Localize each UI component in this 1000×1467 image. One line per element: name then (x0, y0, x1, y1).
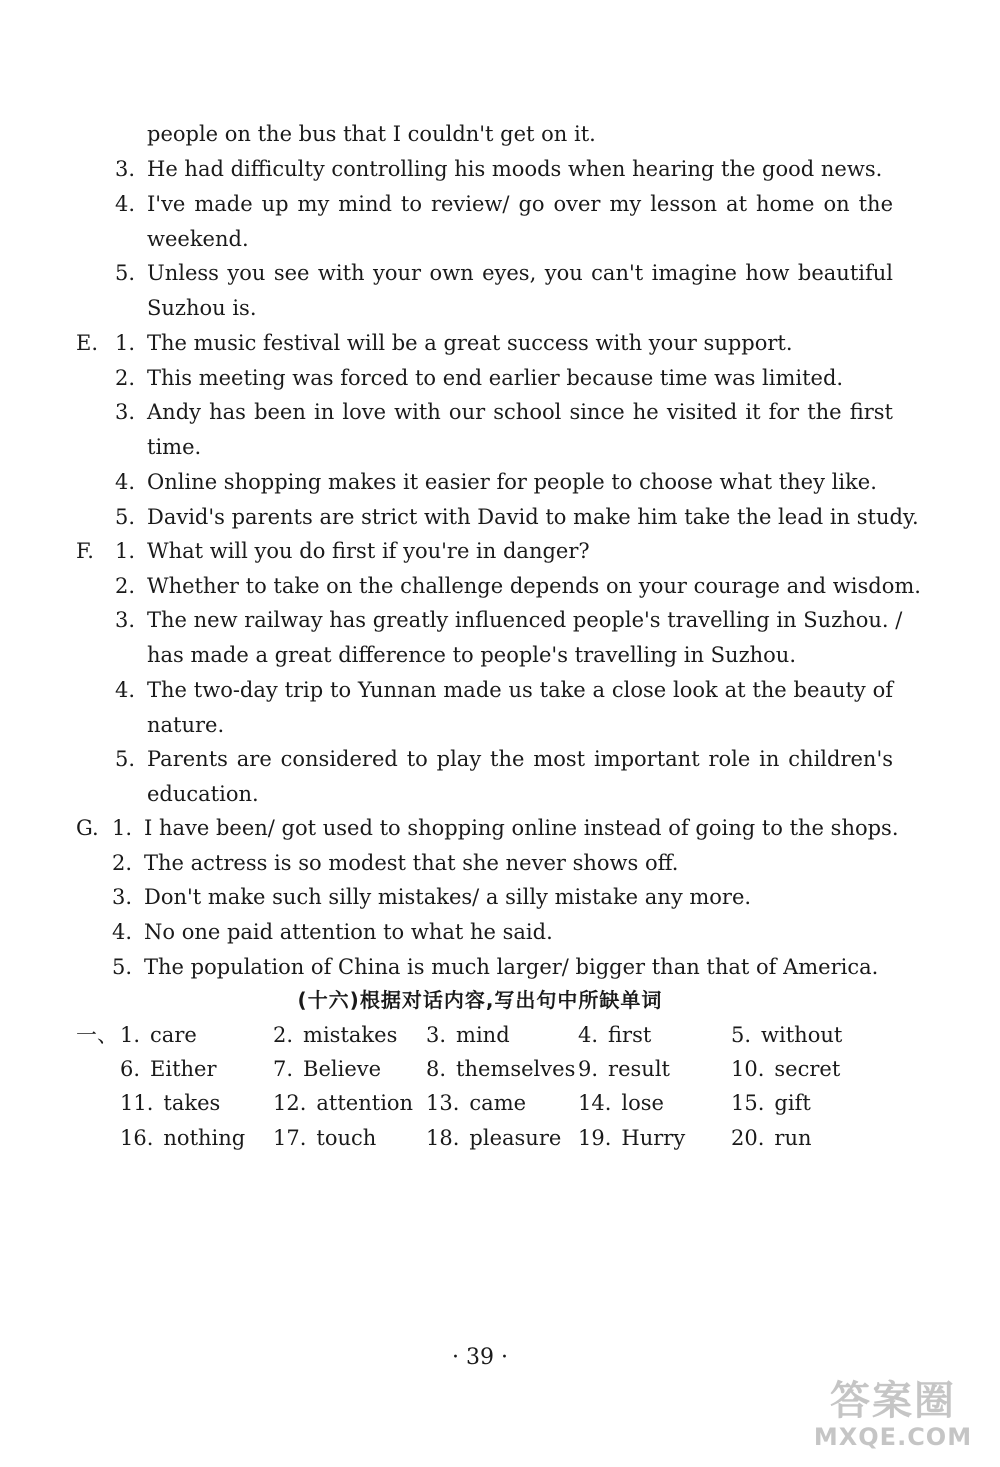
answer-word: Either (150, 1057, 217, 1081)
answer-cell (578, 1021, 651, 1049)
answer-number: 2. (273, 1023, 294, 1047)
answer-cell (120, 1124, 245, 1152)
answer-cell (426, 1089, 526, 1117)
answer-word: secret (774, 1057, 841, 1081)
answer-word: nothing (163, 1126, 246, 1150)
answer-number: 11. (120, 1091, 154, 1115)
answer-cell (731, 1089, 811, 1117)
answer-cell (426, 1055, 575, 1083)
item-number: 4. (115, 192, 136, 216)
answer-cell (273, 1089, 413, 1117)
item-number: 4. (112, 920, 133, 944)
continuation-line: people on the bus that I couldn't get on it. (147, 122, 596, 146)
answer-line: The two-day trip to Yunnan made us take a close look at the beauty of (147, 678, 893, 702)
item-number: 4. (115, 678, 136, 702)
answer-line: The music festival will be a great success with your support. (147, 331, 793, 355)
answer-line: Unless you see with your own eyes, you can't imagine how beautiful (147, 261, 893, 285)
answer-number: 7. (273, 1057, 294, 1081)
answer-word: came (469, 1091, 527, 1115)
watermark-logo (798, 1379, 988, 1459)
answer-line: Andy has been in love with our school since he visited it for the first (147, 400, 893, 424)
answer-cell (731, 1021, 842, 1049)
answer-cell (273, 1021, 397, 1049)
answer-line: Online shopping makes it easier for people to choose what they like. (147, 470, 877, 494)
answer-word: run (774, 1126, 812, 1150)
answer-word: without (761, 1023, 843, 1047)
answer-line: David's parents are strict with David to make him take the lead in study. (147, 505, 919, 529)
answer-cell (120, 1021, 197, 1049)
item-number: 4. (115, 470, 136, 494)
answer-word: themselves (456, 1057, 576, 1081)
item-number: 3. (115, 157, 136, 181)
item-number: 2. (115, 366, 136, 390)
answer-line: nature. (147, 713, 225, 737)
item-number: 5. (115, 505, 136, 529)
answer-number: 9. (578, 1057, 599, 1081)
answer-word: care (150, 1023, 197, 1047)
answer-number: 12. (273, 1091, 307, 1115)
answer-line: time. (147, 435, 202, 459)
answer-line: The new railway has greatly influenced people's travelling in Suzhou. / (147, 608, 903, 632)
item-number: 3. (112, 885, 133, 909)
section-letter-f: F. (76, 539, 94, 563)
answer-word: touch (316, 1126, 377, 1150)
answer-word: attention (316, 1091, 414, 1115)
answer-line: weekend. (147, 227, 249, 251)
answer-word: pleasure (469, 1126, 562, 1150)
item-number: 5. (115, 261, 136, 285)
answer-cell (578, 1089, 664, 1117)
answer-word: mistakes (303, 1023, 398, 1047)
answer-number: 1. (120, 1023, 141, 1047)
answer-line: The actress is so modest that she never shows off. (144, 851, 679, 875)
item-number: 5. (115, 747, 136, 771)
watermark-cn: 答案圈 (830, 1378, 956, 1424)
item-number: 1. (112, 816, 133, 840)
section-letter-e: E. (76, 331, 99, 355)
answer-line: What will you do first if you're in danger? (147, 539, 590, 563)
answer-cell (731, 1055, 840, 1083)
part-label: 一、 (76, 1023, 118, 1047)
answer-line: education. (147, 782, 259, 806)
answer-number: 16. (120, 1126, 154, 1150)
answer-number: 20. (731, 1126, 765, 1150)
answer-line: has made a great difference to people's travelling in Suzhou. (147, 643, 797, 667)
answer-number: 8. (426, 1057, 447, 1081)
item-number: 3. (115, 400, 136, 424)
answer-word: gift (774, 1091, 811, 1115)
answer-number: 5. (731, 1023, 752, 1047)
answer-cell (426, 1124, 561, 1152)
answer-line: Parents are considered to play the most important role in children's (147, 747, 893, 771)
answer-word: Hurry (621, 1126, 686, 1150)
answer-line: Don't make such silly mistakes/ a silly mistake any more. (144, 885, 752, 909)
answer-number: 13. (426, 1091, 460, 1115)
answer-cell (578, 1124, 685, 1152)
answer-word: result (608, 1057, 670, 1081)
answer-cell (426, 1021, 510, 1049)
answer-word: Believe (303, 1057, 382, 1081)
answer-number: 19. (578, 1126, 612, 1150)
answer-number: 6. (120, 1057, 141, 1081)
answer-number: 4. (578, 1023, 599, 1047)
item-number: 2. (115, 574, 136, 598)
watermark-en: MXQE.COM (813, 1423, 973, 1451)
section-letter-g: G. (76, 816, 99, 840)
answer-cell (578, 1055, 670, 1083)
answer-line: I have been/ got used to shopping online instead of going to the shops. (144, 816, 899, 840)
answer-cell (273, 1055, 381, 1083)
answer-cell (120, 1089, 220, 1117)
answer-word: first (608, 1023, 652, 1047)
answer-cell (731, 1124, 812, 1152)
item-number: 1. (115, 331, 136, 355)
answer-number: 3. (426, 1023, 447, 1047)
answer-line: He had difficulty controlling his moods when hearing the good news. (147, 157, 883, 181)
answer-word: lose (621, 1091, 664, 1115)
section-heading: (十六)根据对话内容,写出句中所缺单词 (297, 988, 663, 1012)
answer-number: 15. (731, 1091, 765, 1115)
item-number: 5. (112, 955, 133, 979)
answer-line: Suzhou is. (147, 296, 257, 320)
answer-number: 18. (426, 1126, 460, 1150)
answer-number: 17. (273, 1126, 307, 1150)
answer-number: 14. (578, 1091, 612, 1115)
answer-word: mind (456, 1023, 510, 1047)
answer-number: 10. (731, 1057, 765, 1081)
answer-line: Whether to take on the challenge depends on your courage and wisdom. (147, 574, 921, 598)
answer-line: This meeting was forced to end earlier because time was limited. (147, 366, 844, 390)
answer-word: takes (163, 1091, 221, 1115)
answer-cell (273, 1124, 376, 1152)
answer-line: No one paid attention to what he said. (144, 920, 553, 944)
item-number: 2. (112, 851, 133, 875)
answer-line: I've made up my mind to review/ go over my lesson at home on the (147, 192, 893, 216)
answer-cell (120, 1055, 217, 1083)
item-number: 1. (115, 539, 136, 563)
answer-line: The population of China is much larger/ bigger than that of America. (144, 955, 879, 979)
item-number: 3. (115, 608, 136, 632)
page-number: · 39 · (452, 1345, 508, 1370)
